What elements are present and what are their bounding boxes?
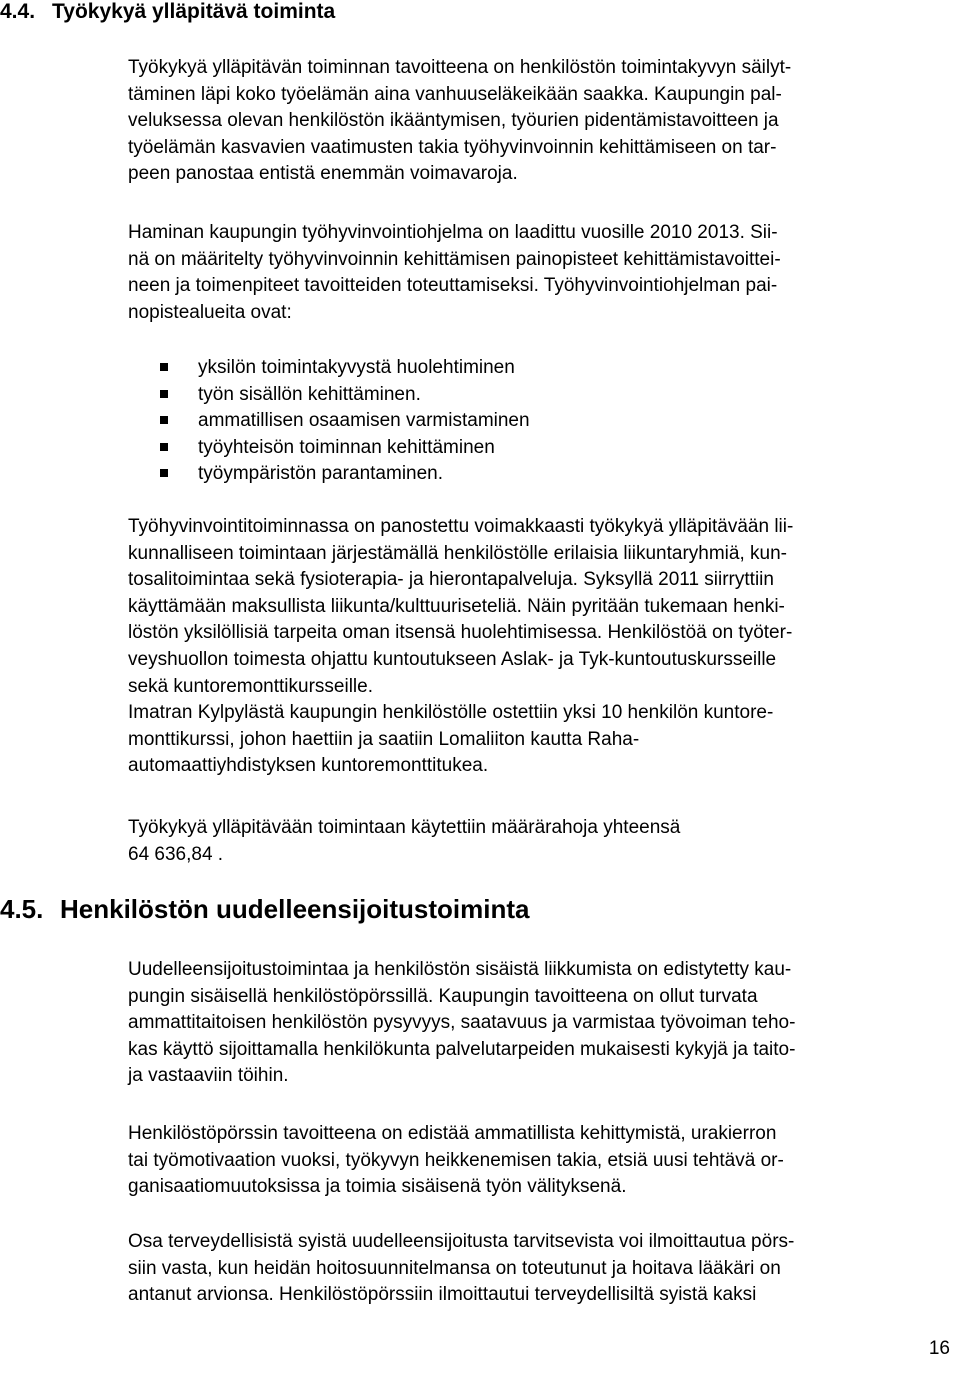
text-line: 64 636,84 . bbox=[128, 843, 224, 865]
text-line: kunnalliseen toimintaan järjestämällä henkilöstölle erilaisia liikuntaryhmiä, kun- bbox=[128, 542, 787, 564]
square-bullet-icon bbox=[160, 416, 168, 424]
text-line: monttikurssi, johon haettiin ja saatiin Lomaliiton kautta Raha- bbox=[128, 728, 640, 750]
square-bullet-icon bbox=[160, 363, 168, 371]
text-line: sekä kuntoremonttikursseille. bbox=[128, 675, 373, 697]
text-line: antanut arvionsa. Henkilöstöpörssiin ilmoittautui terveydellisiltä syistä kaksi bbox=[128, 1284, 757, 1306]
text-line: Henkilöstöpörssin tavoitteena on edistää ammatillista kehittymistä, urakierron bbox=[128, 1123, 777, 1144]
text-line: tosalitoimintaa sekä fysioterapia- ja hierontapalveluja. Syksyllä 2011 siirryttiin bbox=[128, 569, 774, 591]
list-item: työyhteisön toiminnan kehittäminen bbox=[160, 435, 530, 462]
page-number: 16 bbox=[928, 1338, 950, 1359]
paragraph-wellbeing-program bbox=[128, 220, 948, 326]
section-number: 4.5. bbox=[0, 894, 44, 924]
text-line: ganisaatiomuutoksissa ja toimia sisäisenä työn välityksenä. bbox=[128, 1176, 627, 1198]
text-line: nä on määritelty työhyvinvoinnin kehittämisen painopisteet kehittämistavoittei- bbox=[128, 248, 781, 270]
focus-areas-list bbox=[160, 355, 530, 488]
text-line: veluksessa olevan henkilöstön ikääntymisen, työurien pidentämistavoitteen ja bbox=[128, 110, 779, 132]
paragraph-tyky-goal bbox=[128, 55, 948, 188]
text-line: pungin sisäisellä henkilöstöpörssillä. Kaupungin tavoitteena on ollut turvata bbox=[128, 985, 758, 1007]
list-item: työn sisällön kehittäminen. bbox=[160, 382, 530, 409]
text-line: automaattiyhdistyksen kuntoremonttitukea. bbox=[128, 755, 489, 777]
text-line: ammattitaitoisen henkilöstön pysyvyys, saatavuus ja varmistaa työvoiman teho- bbox=[128, 1012, 796, 1034]
section-title: Henkilöstön uudelleensijoitustoiminta bbox=[60, 894, 530, 924]
text-line: siin vasta, kun heidän hoitosuunnitelmansa on toteutunut ja hoitava lääkäri on bbox=[128, 1257, 781, 1279]
text-line: ja vastaaviin töihin. bbox=[128, 1065, 289, 1087]
text-line: Haminan kaupungin työhyvinvointiohjelma on laadittu vuosille 2010 2013. Sii- bbox=[128, 222, 778, 243]
text-line: peen panostaa entistä enemmän voimavaroja. bbox=[128, 163, 518, 185]
section-heading-4-5 bbox=[0, 893, 530, 925]
text-line: kas käyttö sijoittamalla henkilökunta palvelutarpeiden mukaisesti kykyjä ja taito- bbox=[128, 1038, 796, 1060]
text-line: veyshuollon toimesta ohjattu kuntoutukseen Aslak- ja Tyk-kuntoutuskursseille bbox=[128, 648, 777, 670]
text-line: tai työmotivaation vuoksi, työkyvyn heikkenemisen takia, etsiä uusi tehtävä or- bbox=[128, 1149, 784, 1171]
text-line: Imatran Kylpylästä kaupungin henkilöstölle ostettiin yksi 10 henkilön kuntore- bbox=[128, 702, 774, 724]
text-line: Työkykyä ylläpitävän toiminnan tavoitteena on henkilöstön toimintakyvyn säilyt- bbox=[128, 57, 792, 78]
section-title: Työkykyä ylläpitävä toiminta bbox=[52, 0, 336, 23]
square-bullet-icon bbox=[160, 443, 168, 451]
paragraph-health-reasons bbox=[128, 1229, 948, 1309]
text-line: Uudelleensijoitustoimintaa ja henkilöstön sisäistä liikkumista on edistytetty kau- bbox=[128, 959, 792, 980]
section-number: 4.4. bbox=[0, 0, 36, 23]
text-line: Työhyvinvointitoiminnassa on panostettu voimakkaasti työkykyä ylläpitävään lii- bbox=[128, 516, 794, 537]
list-item: yksilön toimintakyvystä huolehtiminen bbox=[160, 355, 530, 382]
text-line: käyttämään maksullista liikunta/kulttuuriseteliä. Näin pyritään tukemaan henki- bbox=[128, 595, 785, 617]
text-line: löstön yksilöllisiä tarpeita oman itsensä huolehtimisessa. Henkilöstöä on työter- bbox=[128, 622, 793, 644]
text-line: Työkykyä ylläpitävään toimintaan käytettiin määrärahoja yhteensä bbox=[128, 817, 681, 838]
text-line: neen ja toimenpiteet tavoitteiden toteuttamiseksi. Työhyvinvointiohjelman pai- bbox=[128, 275, 778, 297]
text-line: Osa terveydellisistä syistä uudelleensijoitusta tarvitsevista voi ilmoittautua pörs- bbox=[128, 1231, 795, 1252]
text-line: täminen läpi koko työelämän aina vanhuuseläkeikään saakka. Kaupungin pal- bbox=[128, 83, 782, 105]
paragraph-staff-exchange-goal bbox=[128, 1121, 948, 1201]
list-item: työympäristön parantaminen. bbox=[160, 461, 530, 488]
list-item: ammatillisen osaamisen varmistaminen bbox=[160, 408, 530, 435]
text-line: nopistealueita ovat: bbox=[128, 301, 292, 323]
paragraph-budget bbox=[128, 815, 948, 868]
text-line: työelämän kasvavien vaatimusten takia työhyvinvoinnin kehittämiseen on tar- bbox=[128, 136, 777, 158]
section-heading-4-4 bbox=[0, 0, 335, 26]
square-bullet-icon bbox=[160, 469, 168, 477]
square-bullet-icon bbox=[160, 390, 168, 398]
paragraph-exercise-activities bbox=[128, 514, 948, 780]
paragraph-relocation bbox=[128, 957, 948, 1090]
